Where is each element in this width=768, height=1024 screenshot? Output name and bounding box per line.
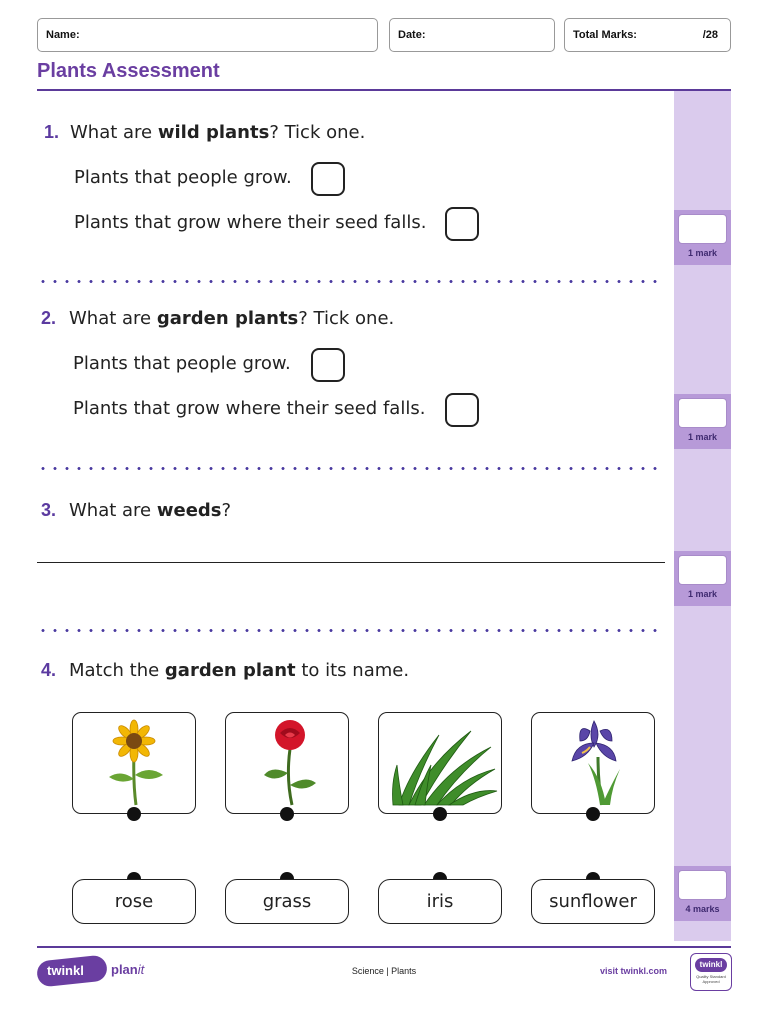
question-1-number: 1. (44, 122, 60, 142)
question-2-number: 2. (41, 308, 57, 328)
footer-subject: Science | Plants (351, 966, 417, 976)
planit-logo-main: plan (111, 962, 138, 977)
question-1-text (70, 122, 365, 143)
question-4-text-bold: garden plant (164, 660, 296, 681)
mark-band-q3 (674, 551, 731, 606)
badge-text: Quality Standard Approved (696, 974, 726, 984)
question-3-number: 3. (41, 500, 57, 520)
question-1-text-pre: What are (70, 122, 158, 143)
iris-picture-dot[interactable] (586, 807, 600, 821)
question-2-text-post: ? Tick one. (298, 308, 395, 329)
mark-box-q2[interactable] (678, 398, 727, 428)
question-3-text-pre: What are (69, 500, 157, 521)
question-1-option-2: Plants that grow where their seed falls. (74, 212, 427, 233)
name-box-sunflower: sunflower (531, 879, 655, 924)
name-box-rose: rose (72, 879, 196, 924)
iris-illustration (532, 713, 656, 815)
question-2-option-2-checkbox[interactable] (445, 393, 479, 427)
question-1-text-bold: wild plants (157, 122, 270, 143)
total-marks-label: Total Marks: (573, 29, 637, 41)
question-2-text-bold: garden plants (156, 308, 299, 329)
mark-label-q1: 1 mark (687, 248, 718, 258)
question-4-text (69, 660, 409, 681)
planit-logo (111, 962, 144, 977)
grass-picture (378, 712, 502, 814)
planit-logo-it: it (137, 962, 145, 977)
name-box-grass: grass (225, 879, 349, 924)
mark-box-q1[interactable] (678, 214, 727, 244)
section-divider-1 (37, 280, 662, 283)
question-2-text-pre: What are (69, 308, 157, 329)
question-3-text-post: ? (221, 500, 232, 521)
question-2-option-2: Plants that grow where their seed falls. (73, 398, 426, 419)
footer-website-link[interactable]: visit twinkl.com (600, 966, 668, 976)
question-3-text-bold: weeds (156, 500, 222, 521)
total-marks-field[interactable] (564, 18, 731, 52)
title-divider (37, 89, 731, 91)
quality-standard-badge (690, 953, 732, 991)
question-2-option-1-checkbox[interactable] (311, 348, 345, 382)
section-divider-3 (37, 629, 662, 632)
grass-picture-dot[interactable] (433, 807, 447, 821)
name-field[interactable] (37, 18, 378, 52)
question-1-option-1-checkbox[interactable] (311, 162, 345, 196)
question-1-option-2-checkbox[interactable] (445, 207, 479, 241)
date-label: Date: (398, 29, 426, 41)
question-2-option-1: Plants that people grow. (73, 353, 291, 374)
mark-band-q1 (674, 210, 731, 265)
question-4-text-post: to its name. (295, 660, 410, 681)
question-3-answer-line[interactable] (37, 562, 665, 563)
twinkl-logo-text: twinkl (47, 963, 84, 978)
rose-picture-dot[interactable] (280, 807, 294, 821)
rose-picture (225, 712, 349, 814)
question-3-text (69, 500, 231, 521)
sunflower-illustration (73, 713, 197, 815)
grass-illustration (379, 713, 503, 815)
question-2-text (69, 308, 394, 329)
twinkl-logo (37, 954, 109, 988)
rose-illustration (226, 713, 350, 815)
question-4-text-pre: Match the (69, 660, 165, 681)
question-1-option-1: Plants that people grow. (74, 167, 292, 188)
mark-label-q3: 1 mark (687, 589, 718, 599)
question-1-text-post: ? Tick one. (269, 122, 366, 143)
section-divider-2 (37, 467, 662, 470)
page-title: Plants Assessment (37, 60, 220, 82)
badge-brand: twinkl (695, 958, 727, 972)
total-marks-value: /28 (702, 29, 718, 41)
name-box-iris: iris (378, 879, 502, 924)
mark-label-q4: 4 marks (685, 904, 720, 914)
footer-divider (37, 946, 731, 948)
iris-picture (531, 712, 655, 814)
date-field[interactable] (389, 18, 555, 52)
mark-label-q2: 1 mark (687, 432, 718, 442)
mark-box-q4[interactable] (678, 870, 727, 900)
sunflower-picture-dot[interactable] (127, 807, 141, 821)
mark-band-q2 (674, 394, 731, 449)
sunflower-picture (72, 712, 196, 814)
name-label: Name: (46, 29, 80, 41)
question-4-number: 4. (41, 660, 57, 680)
mark-band-q4 (674, 866, 731, 921)
mark-box-q3[interactable] (678, 555, 727, 585)
